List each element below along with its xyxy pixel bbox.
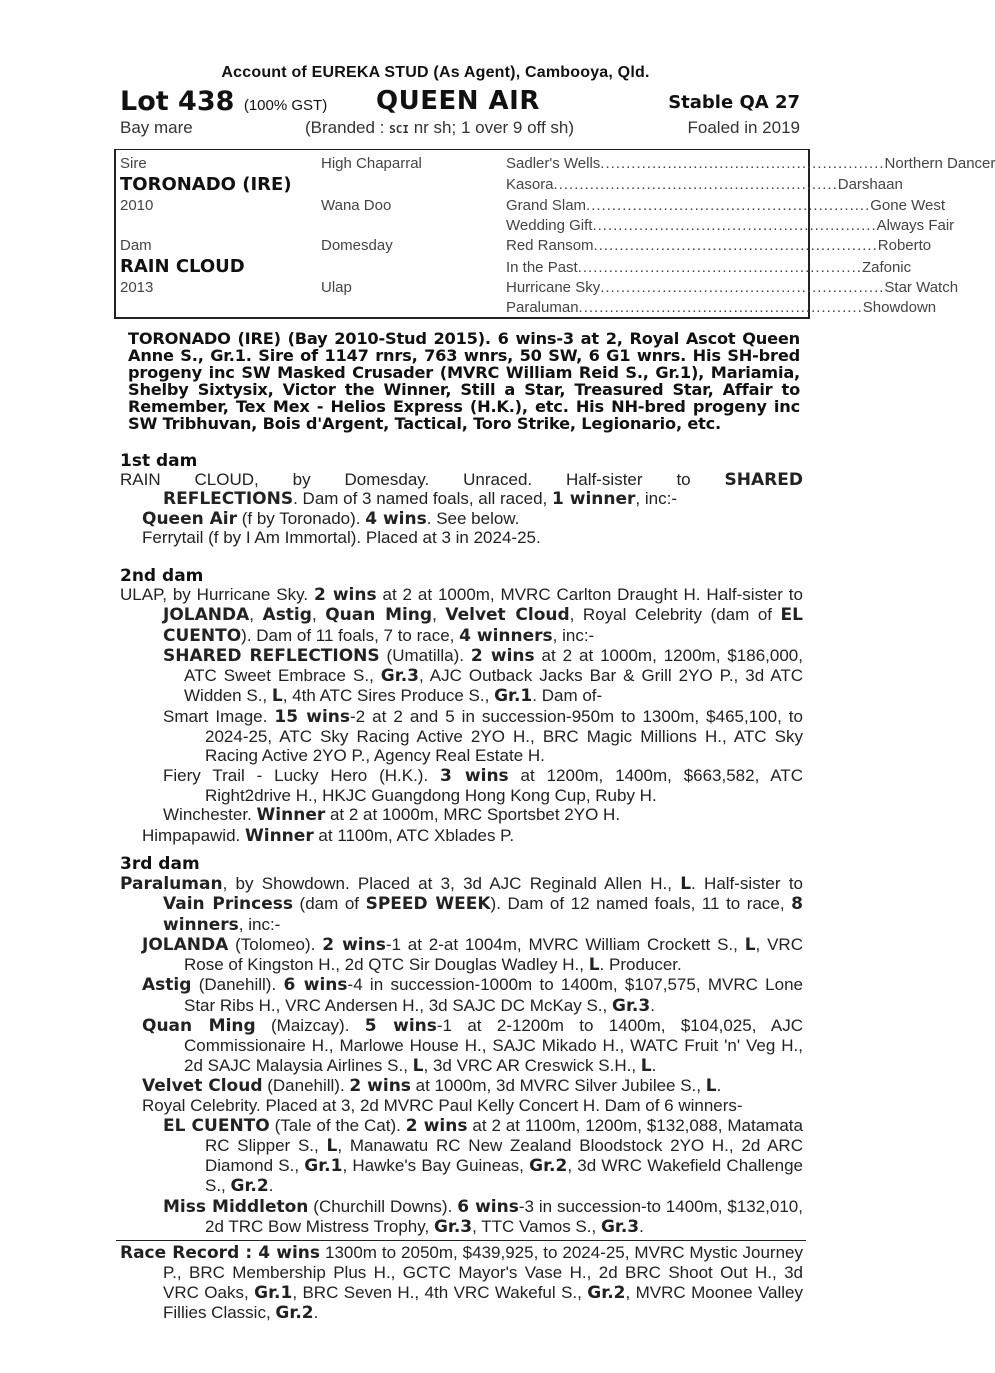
brand-mark: SCI — [389, 123, 409, 136]
third-dam-entry: Paraluman, by Showdown. Placed at 3, 3d AJC Reginald Allen H., L. Half-sister to Vain Princess (dam of SPEED WEEK). Dam of 12 named foals, 11 to race, 8 winners, inc:- JOLANDA (Tolomeo). 2 wins-1 at 2-at 1004m, MVRC William Crockett S., L, VRC Rose of Kingston H., 2d QTC Sir Douglas Wadley H., L. Producer. Astig (Danehill). 6 wins-4 in succession-1000m to 1400m, $107,575, MVRC Lone Star Ribs H., VRC Andersen H., 3d SAJC DC McKay S., Gr.3. Quan Ming (Maizcay). 5 wins-1 at 2-1200m to 1400m, $104,025, AJC Commissionaire H., Marlowe House H., SAJC Mikado H., WATC Fruit 'n' Veg H., 2d SAJC Malaysia Airlines S., L, 3d VRC AR Creswick S.H., L. Velvet Cloud (Danehill). 2 wins at 1000m, 3d MVRC Silver Jubilee S., L. Royal Celebrity. Placed at 3, 2d MVRC Paul Kelly Concert H. Dam of 6 winners- EL CUENTO (Tale of the Cat). 2 wins at 2 at 1100m, 1200m, $132,088, Matamata RC Slipper S., L, Manawatu RC New Zealand Bloodstock 2YO H., 2d ARC Diamond S., Gr.1, Hawke's Bay Guineas, Gr.2, 3d WRC Wakefield Challenge S., Gr.2. Miss Middleton (Churchill Downs). 6 wins-3 in succession-to 1400m, $132,010, 2d TRC Bow Mistress Trophy, Gr.3, TTC Vamos S., Gr.3. — [120, 874, 803, 1238]
gen3-row: Paraluman ....................................................... Showdown — [506, 299, 937, 316]
gen3-row: Wedding Gift ....................................................... Always Fair — [506, 217, 955, 234]
gen3-row: In the Past ....................................................... Zafonic — [506, 259, 912, 276]
gst-note: (100% GST) — [243, 97, 328, 114]
sire-year: 2010 — [120, 197, 154, 214]
dam-dam: Ulap — [321, 279, 352, 296]
first-dam-line1: RAIN CLOUD, by Domesday. Unraced. Half-sister to SHARED — [120, 470, 803, 490]
second-dam-heading: 2nd dam — [120, 566, 204, 586]
stable-code: Stable QA 27 — [668, 92, 800, 113]
gen3-row: Kasora ....................................................... Darshaan — [506, 176, 903, 193]
dam-label: Dam — [120, 237, 152, 254]
lot-number: Lot 438 (100% GST) — [120, 86, 328, 117]
sire-summary: TORONADO (IRE) (Bay 2010-Stud 2015). 6 wins-3 at 2, Royal Ascot Queen Anne S., Gr.1. Sire of 1147 rnrs, 763 wnrs, 50 SW, 6 G1 wnrs. His SH-bred progeny inc SW Masked Crusader (MVRC William Reid S., Gr.1), Mariamia, Shelby Sixtysix, Victor the Winner, Still a Star, Treasured Star, Affair to Remember, Tex Mex - Helios Express (H.K.), etc. His NH-bred progeny inc SW Tribhuvan, Bois d'Argent, Tactical, Toro Strike, Legionario, etc. — [128, 329, 800, 433]
horse-name: QUEEN AIR — [376, 86, 540, 116]
second-dam-entry: ULAP, by Hurricane Sky. 2 wins at 2 at 1000m, MVRC Carlton Draught H. Half-sister to JOLANDA, Astig, Quan Ming, Velvet Cloud, Royal Celebrity (dam of EL CUENTO). Dam of 11 foals, 7 to race, 4 winners, inc:- SHARED REFLECTIONS (Umatilla). 2 wins at 2 at 1000m, 1200m, $186,000, ATC Sweet Embrace S., Gr.3, AJC Outback Jacks Bar & Grill 2YO P., 3d ATC Widden S., L, 4th ATC Sires Produce S., Gr.1. Dam of- Smart Image. 15 wins-2 at 2 and 5 in succession-950m to 1300m, $465,100, to 2024-25, ATC Sky Racing Active 2YO H., BRC Magic Millions H., ATC Sky Racing Active 2YO P., Agency Real Estate H. Fiery Trail - Lucky Hero (H.K.). 3 wins at 1200m, 1400m, $663,582, ATC Right2drive H., HKJC Guangdong Hong Kong Cup, Ruby H. Winchester. Winner at 2 at 1000m, MRC Sportsbet 2YO H. Himpapawid. Winner at 1100m, ATC Xblades P. — [120, 585, 803, 846]
sex-colour: Bay mare — [120, 118, 193, 137]
brand-info: (Branded : SCI nr sh; 1 over 9 off sh) — [305, 118, 575, 137]
gen3-row: Hurricane Sky ....................................................... Star Watch — [506, 279, 959, 296]
foal-ferrytail: Ferrytail (f by I Am Immortal). Placed at 3 in 2024-25. — [142, 528, 541, 547]
gen3-row: Grand Slam ....................................................... Gone West — [506, 197, 946, 214]
race-record: Race Record : 4 wins 1300m to 2050m, $439,925, to 2024-25, MVRC Mystic Journey P., BRC Membership Plus H., GCTC Mayor's Vase H., 2d BRC Shoot Out H., 3d VRC Oaks, Gr.1, BRC Seven H., 4th VRC Wakeful S., Gr.2, MVRC Moonee Valley Fillies Classic, Gr.2. — [120, 1243, 804, 1323]
gen3-row: Sadler's Wells ....................................................... Northern Dancer — [506, 155, 995, 172]
foaled-year: Foaled in 2019 — [687, 118, 800, 137]
gen3-row: Red Ransom ....................................................... Roberto — [506, 237, 932, 254]
third-dam-heading: 3rd dam — [120, 854, 200, 874]
dam-year: 2013 — [120, 279, 154, 296]
sire-label: Sire — [120, 155, 147, 172]
race-record-divider — [116, 1240, 806, 1241]
account-line: Account of EUREKA STUD (As Agent), Cambooya, Qld. — [221, 64, 650, 81]
first-dam-line2: REFLECTIONS. Dam of 3 named foals, all raced, 1 winner, inc:- — [163, 489, 677, 509]
sire-sire: High Chaparral — [321, 155, 422, 172]
sire-name: TORONADO (IRE) — [120, 174, 292, 195]
dam-sire: Domesday — [321, 237, 393, 254]
dam-name: RAIN CLOUD — [120, 256, 245, 277]
sire-dam: Wana Doo — [321, 197, 392, 214]
first-dam-heading: 1st dam — [120, 451, 198, 471]
foal-queen-air: Queen Air (f by Toronado). 4 wins. See below. — [142, 509, 520, 529]
